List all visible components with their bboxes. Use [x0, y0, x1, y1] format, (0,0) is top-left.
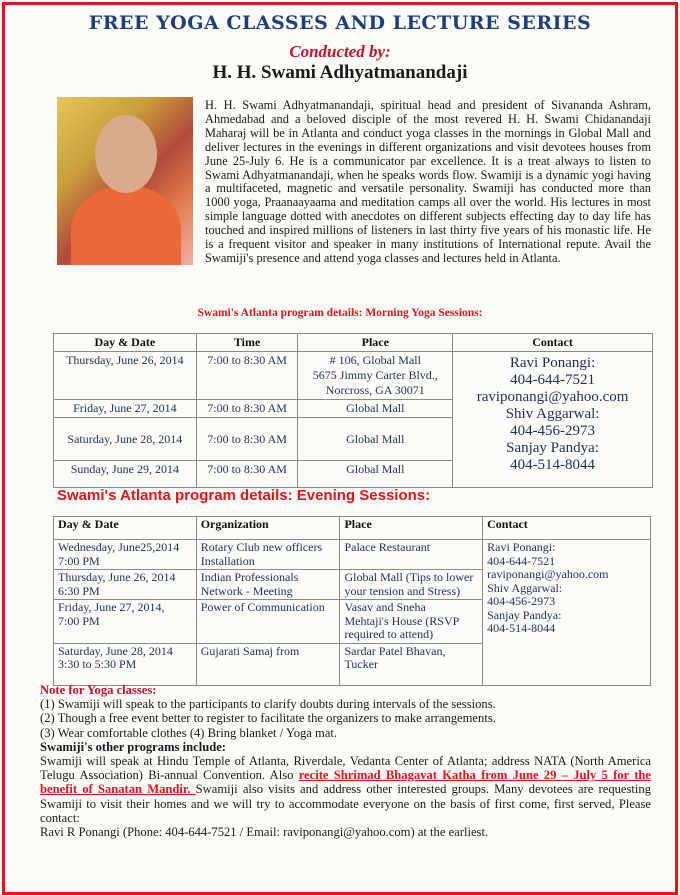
evening-schedule-table: [53, 516, 651, 686]
contact-name: Ravi Ponangi:: [509, 355, 596, 371]
date-cell: [54, 643, 197, 685]
time-cell: 7:00 to 8:30 AM: [196, 418, 298, 461]
contact-line: Ravi R Ponangi (Phone: 404-644-7521 / Email: raviponangi@yahoo.com) at the earliest.: [40, 825, 489, 840]
org-cell: [196, 600, 340, 644]
contact-phone: 404-644-7521: [487, 553, 556, 568]
date-cell: [54, 600, 197, 644]
place-line: your tension and Stress): [344, 583, 461, 598]
column-header: Place: [340, 517, 483, 540]
column-header: Contact: [453, 334, 653, 352]
page-title: FREE YOGA CLASSES AND LECTURE SERIES: [88, 12, 592, 34]
org-line: Rotary Club new officers: [200, 540, 323, 554]
column-header: Place: [298, 334, 453, 352]
contact-email: raviponangi@yahoo.com: [476, 389, 629, 405]
place-line: Mehtaji's House (RSVP: [344, 613, 460, 628]
date-cell: [54, 570, 197, 600]
date-cell: Thursday, June 26, 2014: [54, 352, 197, 400]
other-programs-paragraph: [40, 754, 651, 825]
table-row: [54, 540, 651, 570]
column-header: Day & Date: [54, 334, 197, 352]
time-cell: 7:00 to 8:30 AM: [196, 461, 298, 488]
contact-email: raviponangi@yahoo.com: [487, 567, 609, 581]
date-cell: [54, 540, 197, 570]
date-cell: Saturday, June 28, 2014: [54, 418, 197, 461]
date-cell: Sunday, June 29, 2014: [54, 461, 197, 488]
contact-phone: 404-514-8044: [487, 621, 556, 635]
place-cell: [340, 540, 483, 570]
place-cell: Global Mall: [298, 400, 453, 418]
place-line: # 106, Global Mall: [329, 353, 421, 367]
org-cell: [196, 540, 340, 570]
date-line: Thursday, June 26, 2014: [58, 570, 176, 584]
column-header: Organization: [196, 517, 340, 540]
other-programs-heading: Swamiji's other programs include:: [40, 739, 226, 754]
time-cell: 7:00 to 8:30 AM: [196, 400, 298, 418]
contact-cell: [453, 352, 653, 488]
contact-phone: 404-456-2973: [487, 594, 556, 608]
place-line: Vasav and Sneha: [344, 600, 426, 614]
notes-heading: Note for Yoga classes:: [40, 683, 157, 697]
table-header-row: [54, 517, 651, 540]
org-cell: [196, 643, 340, 685]
org-line: Indian Professionals: [200, 570, 299, 584]
bhagavat-katha-highlight: recite Shrimad Bhagavat Katha from June 29 – July 5 for the benefit of Sanatan Mandir.: [40, 768, 651, 797]
evening-heading: Swami's Atlanta program details: Evening Sessions:: [57, 487, 431, 504]
time-line: 3:30 to 5:30 PM: [58, 657, 137, 671]
contact-name: Sanjay Pandya:: [487, 607, 562, 622]
contact-cell: [483, 540, 651, 686]
place-cell: [340, 600, 483, 644]
note-item: (3) Wear comfortable clothes (4) Bring blanket / Yoga mat.: [40, 725, 338, 740]
contact-name: Shiv Aggarwal:: [505, 406, 600, 422]
speaker-name: H. H. Swami Adhyatmanandaji: [212, 62, 468, 83]
date-line: Wednesday, June25,2014: [58, 540, 180, 554]
other-programs-text: Swamiji will speak at Hindu Temple of Atlanta, Riverdale, Vedanta Center of Atlanta; address NATA (North America Telugu Association) Bi-annual Convention. Also: [40, 754, 651, 783]
place-cell: Global Mall: [298, 418, 453, 461]
morning-heading: Swami's Atlanta program details: Morning Yoga Sessions:: [197, 307, 483, 319]
other-programs-text: Swamiji also visits and address other interested groups. Many devotees are requesting Swamiji to visit their homes and we will try to accommodate everyone on the basis of first come, first served, Please contact:: [40, 782, 651, 825]
org-line: Gujarati Samaj from: [200, 643, 300, 658]
org-line: Network - Meeting: [200, 583, 293, 598]
bio-paragraph: H. H. Swami Adhyatmanandaji, spiritual head and president of Sivananda Ashram, Ahmedabad and a beloved disciple of the most revered H. H. Swami Chidanandaji Maharaj will be in Atlanta and conduct yoga classes in the mornings in Global Mall and deliver lectures in the evenings in different organizations and visit devotees houses from June 25-July 6. He is a communicator par excellence. It is a treat always to listen to Swami Adhyatmanandaji, when he speaks words flow. Swamiji is a dynamic yogi having a multifaceted, magnetic and versatile personality. Swamiji has conducted more than 1000 yoga, Praanaayaama and meditation camps all over the world. His lectures in most simple language dotted with anecdotes on different subjects effecting day to day life has touched and inspired millions of listeners in last thirty five years of his monastic life. He is a frequent visitor and speaker in many institutions of International repute. Avail the Swamiji's presence and attend yoga classes and lectures held in Atlanta.: [205, 98, 651, 265]
place-line: Norcross, GA 30071: [325, 383, 425, 397]
conducted-by-label: Conducted by:: [289, 42, 391, 61]
morning-schedule-table: [53, 333, 653, 488]
contact-phone: 404-456-2973: [510, 423, 596, 439]
place-line: Global Mall (Tips to lower: [344, 570, 474, 584]
column-header: Day & Date: [54, 517, 197, 540]
place-line: 5675 Jimmy Carter Blvd.,: [312, 368, 438, 382]
place-line: Palace Restaurant: [344, 540, 431, 554]
column-header: Contact: [483, 517, 651, 540]
contact-name: Sanjay Pandya:: [506, 440, 600, 456]
date-line: Friday, June 27, 2014,: [58, 600, 165, 614]
time-line: 6:30 PM: [58, 583, 100, 598]
place-cell: [340, 570, 483, 600]
table-row: [54, 352, 653, 400]
org-cell: [196, 570, 340, 600]
time-cell: 7:00 to 8:30 AM: [196, 352, 298, 400]
swami-photo: [57, 97, 193, 265]
place-line: Tucker: [344, 657, 379, 671]
date-cell: Friday, June 27, 2014: [54, 400, 197, 418]
org-line: Installation: [200, 553, 255, 568]
note-item: (2) Though a free event better to register to facilitate the organizers to make arrangements.: [40, 711, 496, 726]
notes-section: [40, 683, 651, 839]
time-line: 7:00 PM: [58, 553, 100, 568]
place-line: Sardar Patel Bhavan,: [344, 643, 446, 658]
place-cell: Global Mall: [298, 461, 453, 488]
contact-phone: 404-644-7521: [510, 372, 596, 388]
place-cell: [298, 352, 453, 400]
org-line: Power of Communication: [200, 600, 325, 614]
place-line: required to attend): [344, 627, 434, 641]
column-header: Time: [196, 334, 298, 352]
contact-phone: 404-514-8044: [510, 457, 596, 473]
note-item: (1) Swamiji will speak to the participants to clarify doubts during intervals of the sessions.: [40, 697, 496, 712]
place-cell: [340, 643, 483, 685]
table-header-row: [54, 334, 653, 352]
time-line: 7:00 PM: [58, 613, 100, 628]
contact-name: Shiv Aggarwal:: [487, 580, 563, 595]
date-line: Saturday, June 28, 2014: [58, 643, 173, 658]
contact-name: Ravi Ponangi:: [487, 540, 556, 554]
